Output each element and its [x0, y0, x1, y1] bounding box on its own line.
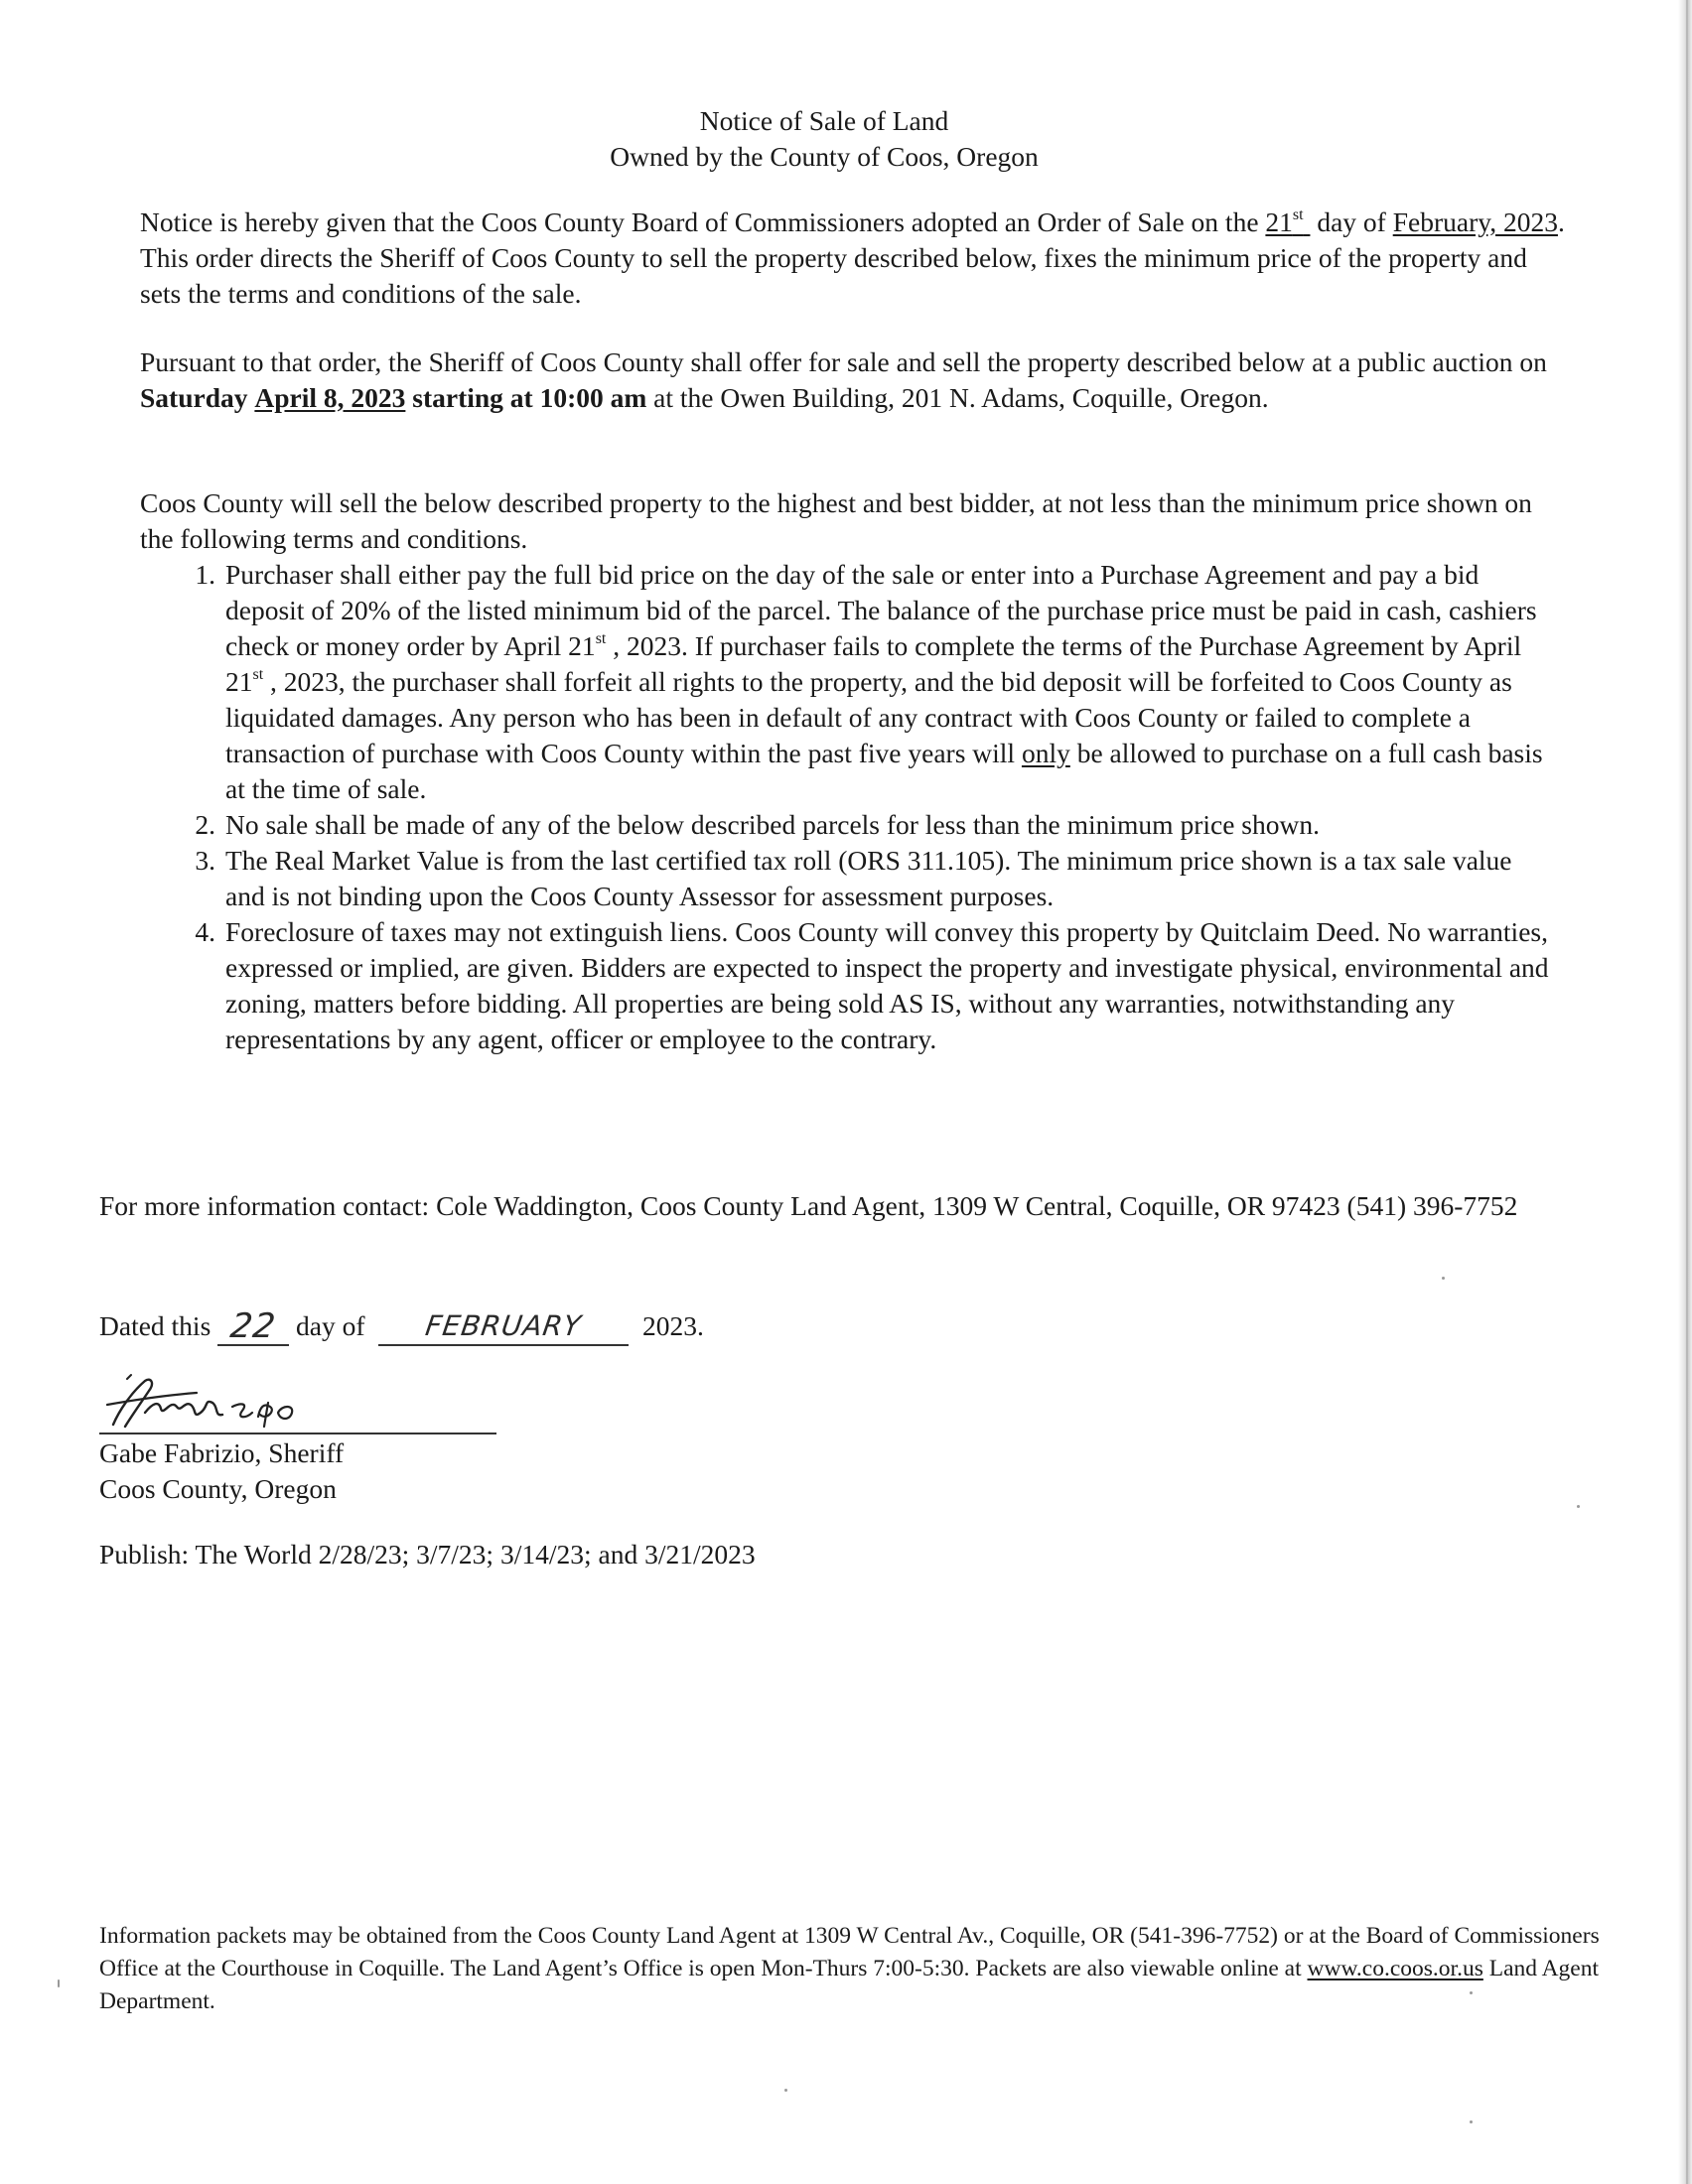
auction-paragraph: [140, 344, 1570, 416]
scan-speck: [784, 2089, 787, 2092]
auction-start-time: starting at 10:00 am: [412, 382, 647, 413]
term-1-part-d: be allowed to purchase on a full cash basis at the time of sale.: [225, 738, 1543, 804]
signature-area: [99, 1373, 496, 1434]
sheriff-name: Gabe Fabrizio, Sheriff: [99, 1437, 345, 1468]
term-text: The Real Market Value is from the last certified tax roll (ORS 311.105). The minimum price shown is a tax sale value and is not binding upon the Coos County Assessor for assessment purposes.: [225, 845, 1512, 911]
term-item-3: [140, 843, 1570, 914]
term-number: 2.: [195, 809, 215, 840]
handwritten-day: 22: [227, 1306, 279, 1346]
dated-year: 2023.: [642, 1310, 704, 1341]
p2-after: at the Owen Building, 201 N. Adams, Coquille, Oregon.: [646, 382, 1269, 413]
dated-day-blank: [217, 1308, 289, 1346]
publish-line: Publish: The World 2/28/23; 3/7/23; 3/14/23; and 3/21/2023: [99, 1539, 756, 1570]
terms-intro-paragraph: Coos County will sell the below described property to the highest and best bidder, at not less than the minimum price shown on the following terms and conditions.: [140, 487, 1532, 554]
footer-text-end: Land Agent Department.: [99, 1956, 1600, 2014]
signature-line: [99, 1433, 496, 1434]
term-1-sup-1: st: [595, 629, 607, 647]
term-number: 3.: [195, 845, 215, 876]
scan-edge-shadow: [1678, 0, 1692, 2184]
scan-speck: [1442, 1277, 1445, 1280]
sheriff-block: [99, 1435, 344, 1507]
scan-speck: [1470, 2120, 1473, 2123]
term-text: Foreclosure of taxes may not extinguish liens. Coos County will convey this property by Quitclaim Deed. No warranties, expressed or implied, are given. Bidders are expected to inspect the property and investigate physical, environmental and zoning, matters before bidding. All properties are being sold AS IS, without any warranties, notwithstanding any representations by any agent, officer or employee to the contrary.: [225, 916, 1549, 1054]
p1-rest: . This order directs the Sheriff of Coos County to sell the property described below, fixes the minimum price of the property and sets the terms and conditions of the sale.: [140, 206, 1565, 309]
scan-speck: [1577, 1505, 1580, 1508]
order-of-sale-paragraph: [140, 205, 1570, 312]
handwritten-month: FEBRUARY: [423, 1309, 584, 1342]
dated-line: [99, 1308, 704, 1346]
term-1-part-a: Purchaser shall either pay the full bid price on the day of the sale or enter into a Purchase Agreement and pay a bid deposit of 20% of the listed minimum bid of the parcel. The balance of the purchase price must be paid in cash, cashiers check or money order by April 21: [225, 559, 1537, 661]
auction-date: April 8, 2023: [254, 382, 406, 413]
term-item-1: [140, 557, 1570, 807]
title-line-1: Notice of Sale of Land: [699, 105, 949, 136]
term-1-part-c: , 2023, the purchaser shall forfeit all rights to the property, and the bid deposit will be forfeited to Coos County as liquidated damages. Any person who has been in default of any contract with Coos County or failed to complete a transaction of purchase with Coos County within the past five years will: [225, 666, 1512, 768]
order-day-suffix: st: [1292, 205, 1304, 223]
order-day: [1265, 206, 1310, 237]
info-packets-footer: [99, 1920, 1628, 2018]
p2-before: Pursuant to that order, the Sheriff of Coos County shall offer for sale and sell the property described below at a public auction on: [140, 346, 1547, 377]
sheriff-signature-graphic: [101, 1373, 340, 1433]
term-text: No sale shall be made of any of the below described parcels for less than the minimum price shown.: [225, 809, 1320, 840]
county-website-link[interactable]: www.co.coos.or.us: [1307, 1956, 1483, 1981]
terms-list: [140, 557, 1570, 1057]
dated-mid: day of: [296, 1310, 365, 1341]
p1-before-day: Notice is hereby given that the Coos County Board of Commissioners adopted an Order of Sale on the: [140, 206, 1266, 237]
term-1-only-underlined: only: [1021, 738, 1070, 768]
dated-prefix: Dated this: [99, 1310, 212, 1341]
term-text: [225, 557, 1570, 807]
title-line-2: Owned by the County of Coos, Oregon: [610, 141, 1039, 172]
footer-text: Information packets may be obtained from the Coos County Land Agent at 1309 W Central Av., Coquille, OR (541-396-7752) or at the Board of Commissioners Office at the Courthouse in Coquille. The Land Agent’s Office is open Mon-Thurs 7:00-5:30. Packets are also viewable online at: [99, 1923, 1600, 1981]
scan-edge-line: [1686, 0, 1688, 2184]
auction-day: Saturday: [140, 382, 248, 413]
term-1-part-b: , 2023. If purchaser fails to complete the terms of the Purchase Agreement by April 21: [225, 630, 1522, 697]
scan-speck: [1470, 1991, 1473, 1994]
term-item-4: [140, 914, 1570, 1057]
sheriff-county: Coos County, Oregon: [99, 1473, 337, 1504]
term-1-sup-2: st: [252, 665, 264, 683]
order-month-year: February, 2023: [1392, 206, 1558, 237]
order-day-number: 21: [1265, 206, 1293, 237]
p1-after-day: day of: [1310, 206, 1393, 237]
document-title: [0, 103, 1648, 175]
term-item-2: [140, 807, 1570, 843]
scan-speck: [58, 1979, 60, 1987]
term-number: 1.: [195, 559, 215, 590]
contact-info: For more information contact: Cole Waddington, Coos County Land Agent, 1309 W Central, Coquille, OR 97423 (541) 396-7752: [99, 1190, 1518, 1221]
term-number: 4.: [195, 916, 215, 947]
dated-month-blank: [378, 1308, 629, 1346]
